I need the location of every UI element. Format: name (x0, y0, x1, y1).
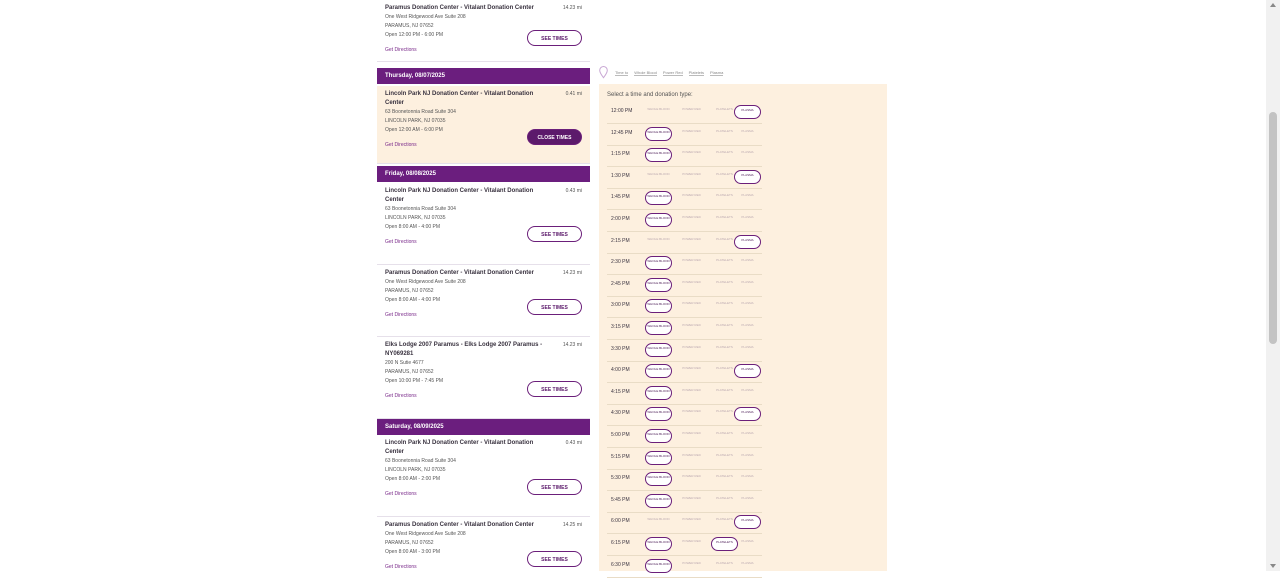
donation-type-pill: PLASMA (741, 279, 754, 284)
donation-type-pill: POWER RED (682, 431, 701, 435)
donation-type-pill: POWER RED (682, 560, 701, 565)
time-slot-row (607, 426, 762, 448)
donation-type-pill: POWER RED (682, 215, 701, 219)
see-times-button[interactable]: SEE TIMES (527, 226, 582, 242)
donation-type-pill: PLATELETS (716, 215, 733, 219)
donation-type-pill: PLATELETS (716, 236, 733, 241)
time-slot-row (607, 232, 762, 254)
center-address-line: Open 8:00 AM - 3:00 PM (385, 549, 441, 555)
donation-type-pill[interactable]: WHOLE BLOOD (645, 494, 672, 508)
see-times-button[interactable]: SEE TIMES (527, 299, 582, 315)
center-name: Elks Lodge 2007 Paramus - Elks Lodge 2007 Paramus - NY069281 (385, 342, 543, 357)
slot-time: 4:15 PM (611, 388, 630, 395)
center-address-line: LINCOLN PARK, NJ 07035 (385, 118, 446, 124)
donation-type-pill[interactable]: WHOLE BLOOD (645, 559, 672, 573)
donation-type-pill[interactable]: WHOLE BLOOD (645, 299, 672, 313)
slot-time: 6:15 PM (611, 540, 630, 546)
time-slot-row (607, 448, 762, 470)
page-scrollbar[interactable] (1266, 0, 1280, 571)
donation-type-link[interactable]: Time to (615, 70, 629, 75)
slot-time: 6:30 PM (611, 561, 630, 568)
donation-type-pill: POWER RED (682, 344, 701, 349)
time-slot-row (607, 102, 762, 124)
slot-time: 2:00 PM (611, 216, 630, 222)
donation-type-pill: POWER RED (682, 171, 701, 176)
time-slot-row (607, 275, 762, 297)
time-slot-row (607, 210, 762, 232)
donation-type-pill: WHOLE BLOOD (647, 107, 670, 111)
donation-type-link[interactable]: Power Red (662, 70, 683, 75)
center-distance: 14.23 mi (562, 5, 582, 11)
donation-type-pill[interactable]: WHOLE BLOOD (645, 148, 672, 162)
donation-type-pill: PLATELETS (716, 258, 733, 263)
center-distance: 14.23 mi (562, 270, 582, 276)
center-name: Paramus Donation Center - Vitalant Donation Center (385, 5, 534, 11)
scroll-up-icon[interactable] (1270, 3, 1276, 7)
get-directions-link[interactable]: Get Directions (385, 491, 417, 497)
day-header: Friday, 08/08/2025 (377, 166, 590, 182)
center-distance: 0.43 mi (565, 440, 582, 446)
get-directions-link[interactable]: Get Directions (385, 47, 417, 53)
donation-type-pill: PLASMA (741, 258, 754, 263)
donation-type-pill: POWER RED (682, 409, 701, 414)
center-card[interactable] (377, 517, 590, 571)
donation-type-pill: POWER RED (682, 236, 701, 241)
get-directions-link[interactable]: Get Directions (385, 239, 417, 245)
slot-time: 1:30 PM (611, 172, 630, 179)
center-address-line: LINCOLN PARK, NJ 07035 (385, 467, 446, 473)
donation-type-pill[interactable]: WHOLE BLOOD (645, 256, 672, 270)
donation-type-pill: PLATELETS (716, 452, 733, 457)
donation-type-pill[interactable]: PLASMA (734, 515, 761, 529)
donation-type-pill: PLATELETS (716, 495, 733, 500)
donation-type-pill: PLATELETS (716, 344, 733, 349)
donation-type-pill: PLASMA (741, 128, 754, 133)
center-distance: 14.23 mi (562, 342, 582, 348)
donation-type-pill: POWER RED (682, 387, 701, 392)
slot-time: 12:45 PM (611, 129, 633, 136)
donation-type-link[interactable]: Plasma (710, 70, 724, 75)
slot-time: 4:00 PM (611, 367, 630, 374)
donation-type-header (599, 62, 887, 84)
slot-time: 2:30 PM (611, 259, 630, 266)
donation-type-pill: POWER RED (682, 279, 701, 284)
donation-type-pill: PLASMA (741, 301, 754, 306)
donation-type-pill: PLASMA (741, 344, 754, 349)
scroll-down-icon[interactable] (1270, 564, 1276, 568)
center-name: Lincoln Park NJ Donation Center - Vitalant Donation Center (385, 440, 534, 455)
donation-type-pill: PLATELETS (716, 387, 733, 392)
see-times-button[interactable]: SEE TIMES (527, 479, 582, 495)
donation-type-pill: PLASMA (741, 387, 754, 392)
day-header: Thursday, 08/07/2025 (377, 68, 590, 84)
donation-type-pill: PLASMA (741, 215, 754, 219)
slot-time: 5:30 PM (611, 475, 630, 482)
donation-type-pill[interactable]: PLASMA (734, 170, 761, 184)
time-slot-panel (599, 84, 887, 571)
center-distance: 14.25 mi (562, 522, 582, 528)
donation-type-pill: PLATELETS (716, 431, 733, 435)
donation-type-pill: PLASMA (741, 560, 754, 565)
slot-time: 5:15 PM (611, 453, 630, 460)
donation-type-pill[interactable]: WHOLE BLOOD (645, 364, 672, 378)
time-slot-row (607, 556, 762, 578)
donation-type-pill: POWER RED (682, 366, 701, 371)
see-times-button[interactable]: SEE TIMES (527, 381, 582, 397)
donation-type-link[interactable]: Platelets (688, 70, 705, 75)
get-directions-link[interactable]: Get Directions (385, 564, 417, 570)
time-slot-row (607, 296, 762, 318)
donation-type-link[interactable]: Whole Blood (634, 70, 657, 75)
donation-type-pill: PLATELETS (716, 150, 733, 155)
time-slot-row (607, 253, 762, 275)
donation-type-pill: PLATELETS (716, 171, 733, 176)
center-address-line: 63 Boonetonnia Road Suite 304 (385, 109, 456, 115)
slot-time: 2:15 PM (611, 237, 630, 244)
donation-type-pill[interactable]: PLATELETS (711, 537, 738, 551)
center-card[interactable] (377, 435, 590, 517)
donation-type-pill[interactable]: WHOLE BLOOD (645, 213, 672, 227)
time-slot-row (607, 124, 762, 146)
donation-type-pill: PLATELETS (716, 409, 733, 414)
time-slot-row (607, 469, 762, 491)
center-name: Lincoln Park NJ Donation Center - Vitalant Donation Center (385, 188, 534, 203)
donation-type-pill: POWER RED (682, 150, 701, 155)
time-slot-row (607, 318, 762, 340)
donation-type-pill: PLATELETS (716, 193, 733, 198)
slot-time: 2:45 PM (611, 280, 630, 287)
center-address-line: PARAMUS, NJ 07652 (385, 540, 434, 546)
see-times-button[interactable]: SEE TIMES (527, 551, 582, 567)
center-address-line: 200 N Sutie 4677 (385, 360, 424, 366)
donation-type-pill[interactable]: WHOLE BLOOD (645, 191, 672, 205)
donation-type-pill: POWER RED (682, 107, 701, 111)
donation-type-pill: POWER RED (682, 517, 701, 522)
center-card[interactable] (377, 86, 590, 164)
center-address-line: One West Ridgewood Ave Suite 208 (385, 14, 466, 20)
center-name: Paramus Donation Center - Vitalant Donation Center (385, 522, 534, 528)
center-address-line: PARAMUS, NJ 07652 (385, 23, 434, 29)
donation-type-pill: PLATELETS (716, 107, 733, 111)
slot-time: 6:00 PM (611, 518, 630, 525)
time-slot-row (607, 404, 762, 426)
donation-type-pill: POWER RED (682, 128, 701, 133)
donation-type-pill[interactable]: PLASMA (734, 105, 761, 119)
donation-type-pill[interactable]: WHOLE BLOOD (645, 407, 672, 421)
slot-time: 3:30 PM (611, 345, 630, 352)
donation-type-pill[interactable]: WHOLE BLOOD (645, 537, 672, 551)
donation-type-pill: POWER RED (682, 539, 701, 543)
donation-type-pill: PLASMA (741, 474, 754, 479)
donation-type-pill: PLASMA (741, 323, 754, 327)
slot-time: 5:00 PM (611, 432, 630, 438)
slot-time: 3:00 PM (611, 302, 630, 309)
donation-type-pill: PLASMA (741, 431, 754, 435)
donation-type-pill: POWER RED (682, 452, 701, 457)
slot-time: 3:15 PM (611, 324, 630, 330)
time-slot-row (607, 340, 762, 362)
slot-time: 4:30 PM (611, 410, 630, 417)
donation-type-pill: PLATELETS (716, 128, 733, 133)
get-directions-link[interactable]: Get Directions (385, 142, 417, 148)
center-address-line: One West Ridgewood Ave Suite 208 (385, 279, 466, 285)
center-address-line: Open 10:00 PM - 7:45 PM (385, 378, 444, 384)
time-slot-row (607, 361, 762, 383)
donation-type-pill: WHOLE BLOOD (647, 236, 670, 241)
slot-time: 12:00 PM (611, 108, 633, 114)
day-header: Saturday, 08/09/2025 (377, 419, 590, 435)
donation-type-pill[interactable]: WHOLE BLOOD (645, 127, 672, 141)
donation-type-pill: PLATELETS (716, 279, 733, 284)
center-address-line: PARAMUS, NJ 07652 (385, 288, 434, 294)
donation-type-pill: PLASMA (741, 452, 754, 457)
donation-type-pill[interactable]: WHOLE BLOOD (645, 472, 672, 486)
donation-type-pill[interactable]: PLASMA (734, 364, 761, 378)
time-slot-row (607, 145, 762, 167)
location-pin-icon (599, 66, 608, 79)
center-list (377, 0, 590, 571)
time-prompt: Select a time and donation type: (607, 92, 693, 98)
time-picker (599, 62, 887, 571)
time-slot-row (607, 188, 762, 210)
center-card[interactable] (377, 337, 590, 419)
time-slot-row (607, 383, 762, 405)
donation-type-pill[interactable]: WHOLE BLOOD (645, 278, 672, 292)
donation-type-pill: PLASMA (741, 150, 754, 155)
center-address-line: One West Ridgewood Ave Suite 208 (385, 531, 466, 537)
donation-type-pill[interactable]: WHOLE BLOOD (645, 429, 672, 443)
center-address-line: Open 12:00 PM - 6:00 PM (385, 32, 444, 38)
donation-type-pill: PLASMA (741, 495, 754, 500)
donation-type-pill: POWER RED (682, 495, 701, 500)
center-address-line: PARAMUS, NJ 07652 (385, 369, 434, 375)
donation-type-pill: POWER RED (682, 323, 701, 327)
center-address-line: 63 Boonetonnia Road Suite 304 (385, 206, 456, 212)
slot-time: 1:45 PM (611, 194, 630, 201)
center-name: Lincoln Park NJ Donation Center - Vitalant Donation Center (385, 91, 534, 106)
donation-type-pill[interactable]: WHOLE BLOOD (645, 386, 672, 400)
center-distance: 0.43 mi (565, 188, 582, 194)
donation-type-pill[interactable]: WHOLE BLOOD (645, 343, 672, 357)
time-slot-row (607, 512, 762, 534)
center-address-line: Open 8:00 AM - 4:00 PM (385, 297, 441, 303)
slot-time: 5:45 PM (611, 496, 630, 503)
donation-type-pill: PLASMA (741, 539, 754, 543)
donation-type-pill: PLASMA (741, 193, 754, 198)
center-address-line: LINCOLN PARK, NJ 07035 (385, 215, 446, 221)
donation-type-pill: WHOLE BLOOD (647, 171, 670, 176)
donation-type-pill[interactable]: PLASMA (734, 407, 761, 421)
scrollbar-thumb[interactable] (1269, 112, 1277, 344)
center-address-line: Open 8:00 AM - 2:00 PM (385, 476, 441, 482)
center-name: Paramus Donation Center - Vitalant Donation Center (385, 270, 534, 276)
time-slot-row (607, 491, 762, 513)
center-address-line: 63 Boonetonnia Road Suite 304 (385, 458, 456, 464)
donation-type-pill[interactable]: WHOLE BLOOD (645, 451, 672, 465)
donation-type-pill: POWER RED (682, 258, 701, 263)
center-distance: 0.41 mi (565, 91, 582, 97)
get-directions-link[interactable]: Get Directions (385, 312, 417, 318)
donation-type-pill[interactable]: PLASMA (734, 235, 761, 249)
center-card[interactable] (377, 183, 590, 265)
donation-type-pill: POWER RED (682, 193, 701, 198)
get-directions-link[interactable]: Get Directions (385, 393, 417, 399)
donation-type-pill: WHOLE BLOOD (647, 517, 670, 522)
center-address-line: Open 12:00 AM - 6:00 PM (385, 127, 443, 133)
donation-type-pill: PLATELETS (716, 560, 733, 565)
center-card[interactable] (377, 0, 590, 62)
donation-type-pill: POWER RED (682, 301, 701, 306)
time-slot-row (607, 167, 762, 189)
slot-time: 1:15 PM (611, 151, 630, 158)
donation-type-pill: POWER RED (682, 474, 701, 479)
donation-type-pill: PLATELETS (716, 301, 733, 306)
donation-type-pill[interactable]: WHOLE BLOOD (645, 321, 672, 335)
donation-type-links (615, 70, 729, 75)
center-card[interactable] (377, 265, 590, 337)
time-slot-row (607, 534, 762, 556)
donation-type-pill: PLATELETS (716, 323, 733, 327)
donation-type-pill: PLATELETS (716, 366, 733, 371)
donation-type-pill: PLATELETS (716, 474, 733, 479)
see-times-button[interactable]: SEE TIMES (527, 30, 582, 46)
donation-type-pill: PLATELETS (716, 517, 733, 522)
see-times-button[interactable]: CLOSE TIMES (527, 129, 582, 145)
center-address-line: Open 8:00 AM - 4:00 PM (385, 224, 441, 230)
